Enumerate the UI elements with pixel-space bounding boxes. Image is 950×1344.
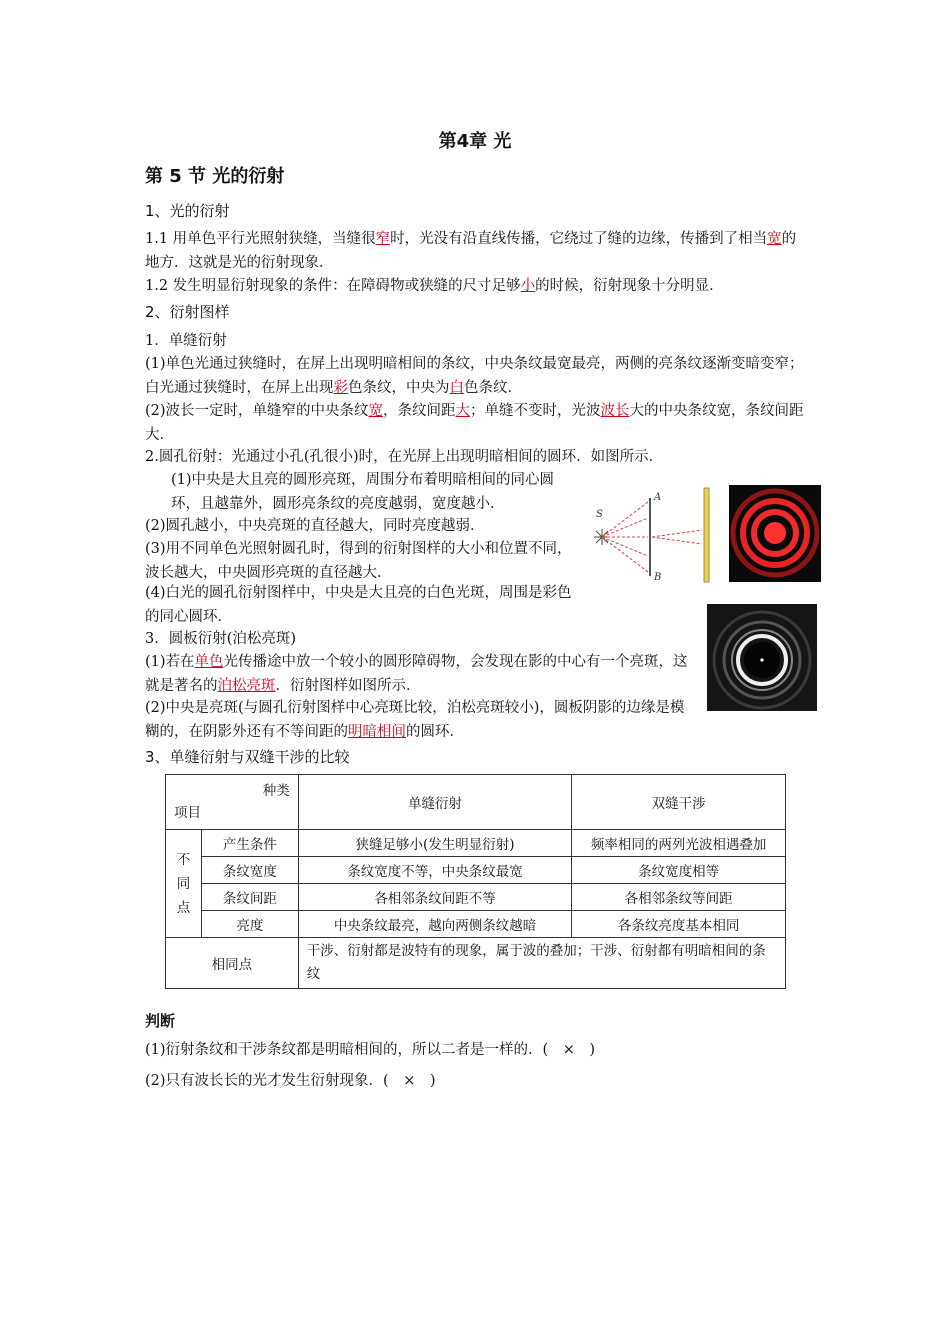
section-title: 第 5 节 光的衍射 (145, 166, 285, 187)
paragraph-1-2: 1.2 发生明显衍射现象的条件：在障碍物或狭缝的尺寸足够小的时候，衍射现象十分明显． (145, 278, 724, 294)
judge-title: 判断 (145, 1012, 176, 1030)
screen (704, 488, 709, 582)
judge-item-1: (1)衍射条纹和干涉条纹都是明暗相间的，所以二者是一样的．( × ) (145, 1042, 596, 1058)
circular-hole-p1: (1)中央是大且亮的圆形亮斑，周围分布着明暗相间的同心圆环，且越靠外，圆形亮条纹的亮度越弱，宽度越小． (171, 472, 555, 512)
table-row: 亮度 中央条纹最亮，越向两侧条纹越暗 各条纹亮度基本相同 (166, 911, 786, 938)
heading-patterns: 2、衍射图样 (145, 303, 230, 321)
answer-poisson: 泊松亮斑 (217, 677, 276, 694)
poisson-spot-image (707, 604, 817, 711)
answer-white: 白 (449, 379, 464, 396)
column-header-double-slit: 双缝干涉 (572, 775, 786, 830)
answer-wide-2: 宽 (368, 403, 384, 419)
paragraph-1-1: 1.1 用单色平行光照射狭缝，当缝很窄时，光没有沿直线传播，它绕过了缝的边缘，传播到了相当宽的地方．这就是光的衍射现象． (145, 231, 797, 271)
circular-hole-title: 2.圆孔衍射：光通过小孔(孔很小)时，在光屏上出现明暗相间的圆环．如图所示． (145, 449, 664, 465)
table-row: 条纹间距 各相邻条纹间距不等 各相邻条纹等间距 (166, 884, 786, 911)
table-row: 不同点 产生条件 狭缝足够小(发生明显衍射) 频率相同的两列光波相遇叠加 (166, 830, 786, 857)
label-s: S (596, 509, 603, 520)
single-slit-title: 1．单缝衍射 (145, 333, 227, 349)
comparison-table (165, 774, 786, 989)
circular-hole-p2: (2)圆孔越小，中央亮斑的直径越大，同时亮度越弱． (145, 518, 485, 534)
heading-diffraction: 1、光的衍射 (145, 202, 230, 220)
same-points-text: 干涉、衍射都是波特有的现象，属于波的叠加；干涉、衍射都有明暗相间的条纹 (298, 938, 785, 989)
label-b: B (654, 572, 662, 583)
single-slit-p1: (1)单色光通过狭缝时，在屏上出现明暗相间的条纹，中央条纹最宽最亮，两侧的亮条纹逐渐变暗变窄；白光通过狭缝时，在屏上出现彩色条纹，中央为白色条纹． (145, 356, 804, 396)
circular-hole-p4: (4)白光的圆孔衍射图样中，中央是大且亮的白色光斑，周围是彩色的同心圆环． (145, 585, 572, 625)
answer-small: 小 (520, 278, 536, 294)
answer-wavelength: 波长 (600, 403, 630, 419)
label-a: A (654, 492, 662, 503)
disc-diffraction-title: 3．圆板衍射(泊松亮斑) (145, 631, 297, 647)
chapter-title: 第4章 光 (438, 131, 512, 152)
table-row-same (166, 938, 786, 989)
answer-alternating: 明暗相间 (348, 723, 406, 740)
circular-diffraction-image (729, 485, 821, 582)
diffraction-setup-diagram (588, 480, 718, 590)
answer-monochrome: 单色 (194, 654, 224, 670)
light-rays (602, 502, 702, 572)
group-label-differences: 不同点 (166, 830, 202, 938)
column-header-single-slit: 单缝衍射 (298, 775, 572, 830)
circular-hole-p3: (3)用不同单色光照射圆孔时，得到的衍射图样的大小和位置不同，波长越大，中央圆形亮斑的直径越大． (145, 541, 572, 581)
answer-wide: 宽 (767, 231, 782, 247)
table-corner-cell: 种类 项目 (166, 775, 299, 830)
disc-diffraction-p2: (2)中央是亮斑(与圆孔衍射图样中心亮斑比较，泊松亮斑较小)，圆板阴影的边缘是模糊的，在阴影外还有不等间距的明暗相间的圆环． (145, 700, 685, 740)
single-slit-p2: (2)波长一定时，单缝窄的中央条纹宽，条纹间距大；单缝不变时，光波波长大的中央条纹宽，条纹间距大． (145, 403, 804, 443)
same-points-label: 相同点 (166, 938, 299, 989)
answer-color: 彩 (333, 379, 348, 396)
table-header-row (166, 775, 786, 830)
heading-comparison: 3、单缝衍射与双缝干涉的比较 (145, 748, 350, 766)
answer-narrow: 窄 (375, 231, 391, 247)
answer-large: 大 (455, 403, 471, 419)
table-row: 条纹宽度 条纹宽度不等，中央条纹最宽 条纹宽度相等 (166, 857, 786, 884)
disc-diffraction-p1: (1)若在单色光传播途中放一个较小的圆形障碍物，会发现在影的中心有一个亮斑，这就是著名的泊松亮斑．衍射图样如图所示． (145, 654, 688, 694)
judge-item-2: (2)只有波长长的光才发生衍射现象．( × ) (145, 1073, 436, 1089)
